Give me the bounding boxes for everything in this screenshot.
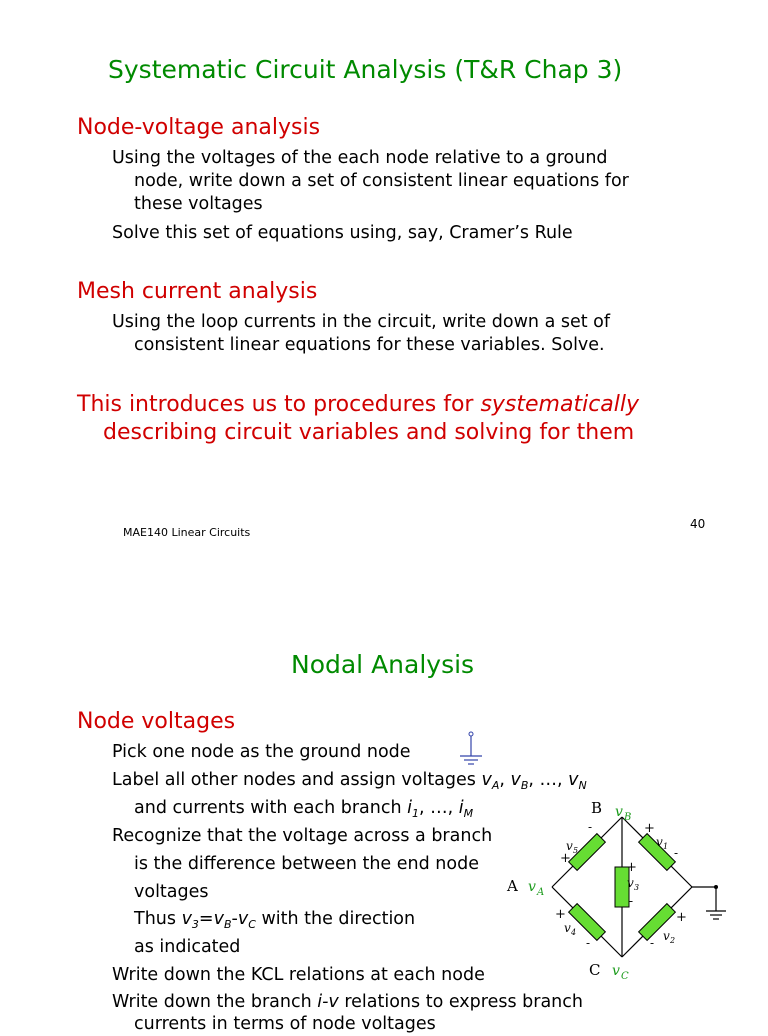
v5-plus: + xyxy=(560,851,571,866)
intro-emphasis: systematically xyxy=(480,392,640,417)
bridge-circuit-diagram xyxy=(500,795,740,985)
cramers-rule-line: Solve this set of equations using, say, Cramer’s Rule xyxy=(112,223,573,243)
label-nodes-text: Label all other nodes and assign voltages xyxy=(112,770,482,790)
sep-ellipsis-2: , …, xyxy=(419,798,459,818)
node-voltage-line-1: Using the voltages of the each node relative to a ground xyxy=(112,148,608,168)
var-vC: v xyxy=(237,909,249,929)
node-voltage-line-3: these voltages xyxy=(134,194,263,214)
slide1-title: Systematic Circuit Analysis (T&R Chap 3) xyxy=(108,55,623,84)
bullet-recognize: Recognize that the voltage across a branch xyxy=(112,826,493,846)
vC-label: v xyxy=(612,963,620,979)
ground-icon xyxy=(456,730,486,770)
v3-label: v xyxy=(627,876,634,890)
bullet-branch-iv xyxy=(112,991,583,1014)
sub-B: B xyxy=(520,779,529,792)
v2-plus: + xyxy=(676,910,687,925)
node-voltages-heading: Node voltages xyxy=(77,709,236,734)
sub-B-2: B xyxy=(223,918,232,931)
v5-minus: - xyxy=(588,820,593,834)
var-vB: v xyxy=(510,770,521,790)
minus: - xyxy=(231,909,238,929)
vC-sub: C xyxy=(621,971,629,982)
mesh-current-heading: Mesh current analysis xyxy=(77,279,318,304)
sep-comma: , xyxy=(499,770,511,790)
resistor-2 xyxy=(639,904,676,941)
vA-sub: A xyxy=(537,887,545,898)
sub-A: A xyxy=(491,779,500,792)
sep-ellipsis: , …, xyxy=(528,770,569,790)
slide2-title: Nodal Analysis xyxy=(291,650,475,679)
v2-minus: - xyxy=(650,936,655,950)
sub-N: N xyxy=(578,779,587,792)
v1-label: v xyxy=(656,835,663,849)
intro-line-1 xyxy=(77,392,639,417)
v1-plus: + xyxy=(644,821,655,836)
v4-minus: - xyxy=(586,936,591,950)
bullet-thus xyxy=(134,908,415,932)
v4-plus: + xyxy=(555,907,566,922)
bullet-kcl: Write down the KCL relations at each node xyxy=(112,965,485,985)
bullet-branch-iv-2: currents in terms of node voltages xyxy=(134,1014,436,1034)
node-voltage-line-2: node, write down a set of consistent linear equations for xyxy=(134,171,629,191)
direction-text: with the direction xyxy=(255,909,416,929)
var-vB-2: v xyxy=(213,909,224,929)
vB-label: v xyxy=(615,804,623,820)
intro-text: This introduces us to procedures for xyxy=(77,392,481,417)
sub-C: C xyxy=(248,918,256,931)
v4-sub: 4 xyxy=(571,928,577,937)
mesh-current-line-1: Using the loop currents in the circuit, write down a set of xyxy=(112,312,611,332)
bullet-recognize-3: voltages xyxy=(134,882,209,902)
sub-M: M xyxy=(463,807,474,820)
currents-text: and currents with each branch xyxy=(134,798,408,818)
branch-text: Write down the branch xyxy=(112,992,318,1012)
var-i1: i xyxy=(407,798,413,818)
node-A-label: A xyxy=(507,877,518,895)
footer-course: MAE140 Linear Circuits xyxy=(123,526,251,539)
v4-label: v xyxy=(564,921,571,935)
bullet-currents xyxy=(134,797,473,821)
var-vN: v xyxy=(568,770,579,790)
v1-sub: 1 xyxy=(663,842,669,851)
v5-label: v xyxy=(566,839,573,853)
v3-sub: 3 xyxy=(634,883,640,892)
bullet-recognize-2: is the difference between the end node xyxy=(134,854,479,874)
bullet-label-nodes xyxy=(112,769,587,793)
vA-label: v xyxy=(528,879,536,895)
node-C-label: C xyxy=(589,961,601,979)
v2-sub: 2 xyxy=(670,936,676,945)
v1-minus: - xyxy=(674,846,679,860)
node-B-label: B xyxy=(591,799,603,817)
v5-sub: 5 xyxy=(573,846,579,855)
v3-plus: + xyxy=(626,860,637,875)
thus-text: Thus xyxy=(134,909,182,929)
bullet-ground-node: Pick one node as the ground node xyxy=(112,742,411,762)
branch-text-2: relations to express branch xyxy=(338,992,583,1012)
v3-minus: - xyxy=(629,894,634,908)
iv-emphasis: i-v xyxy=(317,992,339,1012)
v2-label: v xyxy=(663,929,670,943)
var-vA: v xyxy=(481,770,492,790)
var-iM: i xyxy=(458,798,464,818)
equals: = xyxy=(198,909,214,929)
node-voltage-heading: Node-voltage analysis xyxy=(77,115,321,140)
mesh-current-line-2: consistent linear equations for these variables. Solve. xyxy=(134,335,605,355)
sub-1: 1 xyxy=(412,807,420,820)
sub-3: 3 xyxy=(191,918,199,931)
page-number: 40 xyxy=(690,517,706,531)
intro-line-2: describing circuit variables and solving for them xyxy=(103,420,635,445)
bullet-as-indicated: as indicated xyxy=(134,937,241,957)
var-v3: v xyxy=(181,909,192,929)
vB-sub: B xyxy=(624,812,632,823)
